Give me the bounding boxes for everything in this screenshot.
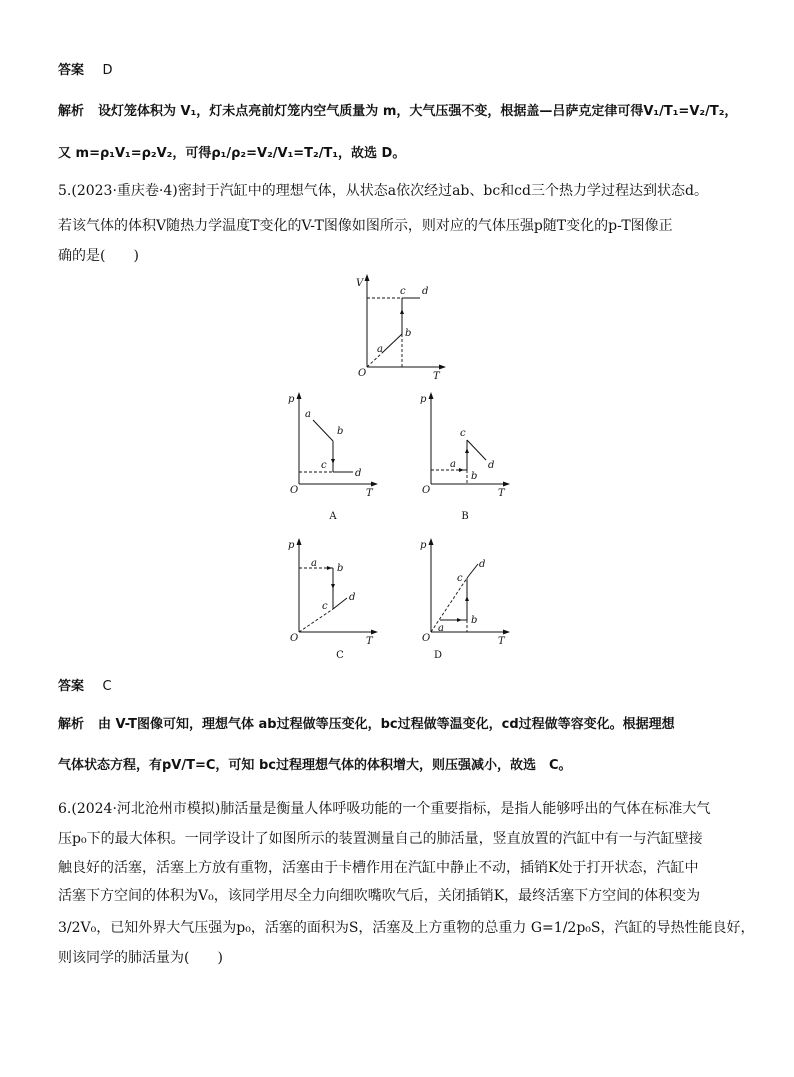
question-6-line-2: 压p₀下的最大体积。一同学设计了如图所示的装置测量自己的肺活量，竖直放置的汽缸中有一与汽缸壁接 bbox=[58, 831, 703, 847]
svg-text:c: c bbox=[322, 601, 328, 612]
question-5-line-1: 5.(2023·重庆卷·4)密封于汽缸中的理想气体，从状态a依次经过ab、bc和cd三个热力学过程达到状态d。 bbox=[58, 183, 708, 199]
pt-graph-option-a bbox=[282, 388, 382, 523]
svg-text:a: a bbox=[311, 558, 317, 569]
svg-text:a: a bbox=[450, 459, 456, 470]
option-a-label: A bbox=[329, 511, 337, 522]
option-c-label: C bbox=[336, 650, 344, 661]
svg-text:O: O bbox=[290, 485, 299, 496]
answer-label: 答案 bbox=[58, 63, 85, 78]
analysis-1-line-1: 解析 设灯笼体积为 V₁，灯未点亮前灯笼内空气质量为 m，大气压强不变，根据盖—吕萨克定律可得V₁/T₁=V₂/T₂， bbox=[58, 104, 738, 119]
pt-graph-option-c bbox=[282, 534, 382, 664]
svg-text:c: c bbox=[457, 573, 463, 584]
question-6-line-1: 6.(2024·河北沧州市模拟)肺活量是衡量人体呼吸功能的一个重要指标，是指人能够呼出的气体在标准大气 bbox=[58, 801, 711, 817]
option-b-label: B bbox=[461, 511, 469, 522]
answer-value: C bbox=[102, 679, 112, 694]
svg-text:p: p bbox=[420, 540, 427, 551]
question-5-line-3: 确的是( ) bbox=[58, 248, 139, 264]
svg-text:b: b bbox=[471, 471, 478, 482]
answer-2 bbox=[58, 676, 112, 697]
svg-text:d: d bbox=[479, 559, 486, 570]
svg-text:a: a bbox=[438, 623, 444, 634]
answer-label: 答案 bbox=[58, 679, 85, 694]
svg-text:T: T bbox=[498, 488, 505, 499]
svg-text:d: d bbox=[349, 592, 356, 603]
answer-1 bbox=[58, 60, 112, 81]
svg-text:b: b bbox=[337, 563, 344, 574]
vt-axis-t: T bbox=[433, 371, 440, 382]
pt-graph-option-b bbox=[414, 388, 514, 523]
pt-graph-option-d bbox=[414, 534, 514, 664]
svg-text:T: T bbox=[366, 488, 373, 499]
analysis-2-line-2: 气体状态方程，有pV/T=C，可知 bc过程理想气体的体积增大，则压强减小，故选 C。 bbox=[58, 758, 572, 773]
question-5-line-2: 若该气体的体积V随热力学温度T变化的V-T图像如图所示，则对应的气体压强p随T变化的p-T图像正 bbox=[58, 218, 673, 234]
svg-text:b: b bbox=[471, 615, 478, 626]
svg-text:d: d bbox=[488, 460, 495, 471]
svg-text:O: O bbox=[422, 485, 431, 496]
svg-text:p: p bbox=[288, 394, 295, 405]
svg-text:b: b bbox=[337, 426, 344, 437]
svg-text:c: c bbox=[460, 428, 466, 439]
vt-axis-v: V bbox=[356, 278, 364, 289]
analysis-label: 解析 bbox=[58, 104, 85, 119]
svg-text:c: c bbox=[321, 460, 327, 471]
vt-origin: O bbox=[358, 368, 367, 379]
svg-text:O: O bbox=[422, 633, 431, 644]
analysis-2-line-1: 解析 由 V-T图像可知，理想气体 ab过程做等压变化，bc过程做等温变化，cd过程做等容变化。根据理想 bbox=[58, 717, 675, 732]
svg-text:d: d bbox=[355, 468, 362, 479]
svg-text:T: T bbox=[498, 636, 505, 647]
svg-text:O: O bbox=[290, 633, 299, 644]
analysis-label: 解析 bbox=[58, 717, 85, 732]
svg-text:T: T bbox=[366, 636, 373, 647]
question-6-line-6: 则该同学的肺活量为( ) bbox=[58, 950, 223, 966]
vt-graph bbox=[350, 272, 450, 382]
question-6-line-4: 活塞下方空间的体积为V₀，该同学用尽全力向细吹嘴吹气后，关闭插销K，最终活塞下方空间的体积变为 bbox=[58, 888, 701, 904]
vt-point-c: c bbox=[400, 286, 406, 297]
question-6-line-5: 3/2V₀，已知外界大气压强为p₀，活塞的面积为S，活塞及上方重物的总重力 G=1/2p₀S，汽缸的导热性能良好， bbox=[58, 920, 755, 936]
vt-point-d: d bbox=[422, 286, 429, 297]
svg-text:p: p bbox=[420, 394, 427, 405]
svg-text:p: p bbox=[288, 540, 295, 551]
vt-point-b: b bbox=[405, 328, 412, 339]
answer-value: D bbox=[102, 63, 113, 78]
analysis-1-line-2: 又 m=ρ₁V₁=ρ₂V₂，可得ρ₁/ρ₂=V₂/V₁=T₂/T₁，故选 D。 bbox=[58, 146, 406, 161]
svg-text:a: a bbox=[305, 409, 311, 420]
question-6-line-3: 触良好的活塞，活塞上方放有重物，活塞由于卡槽作用在汽缸中静止不动，插销K处于打开状态，汽缸中 bbox=[58, 860, 699, 876]
vt-point-a: a bbox=[377, 344, 383, 355]
option-d-label: D bbox=[433, 650, 443, 661]
